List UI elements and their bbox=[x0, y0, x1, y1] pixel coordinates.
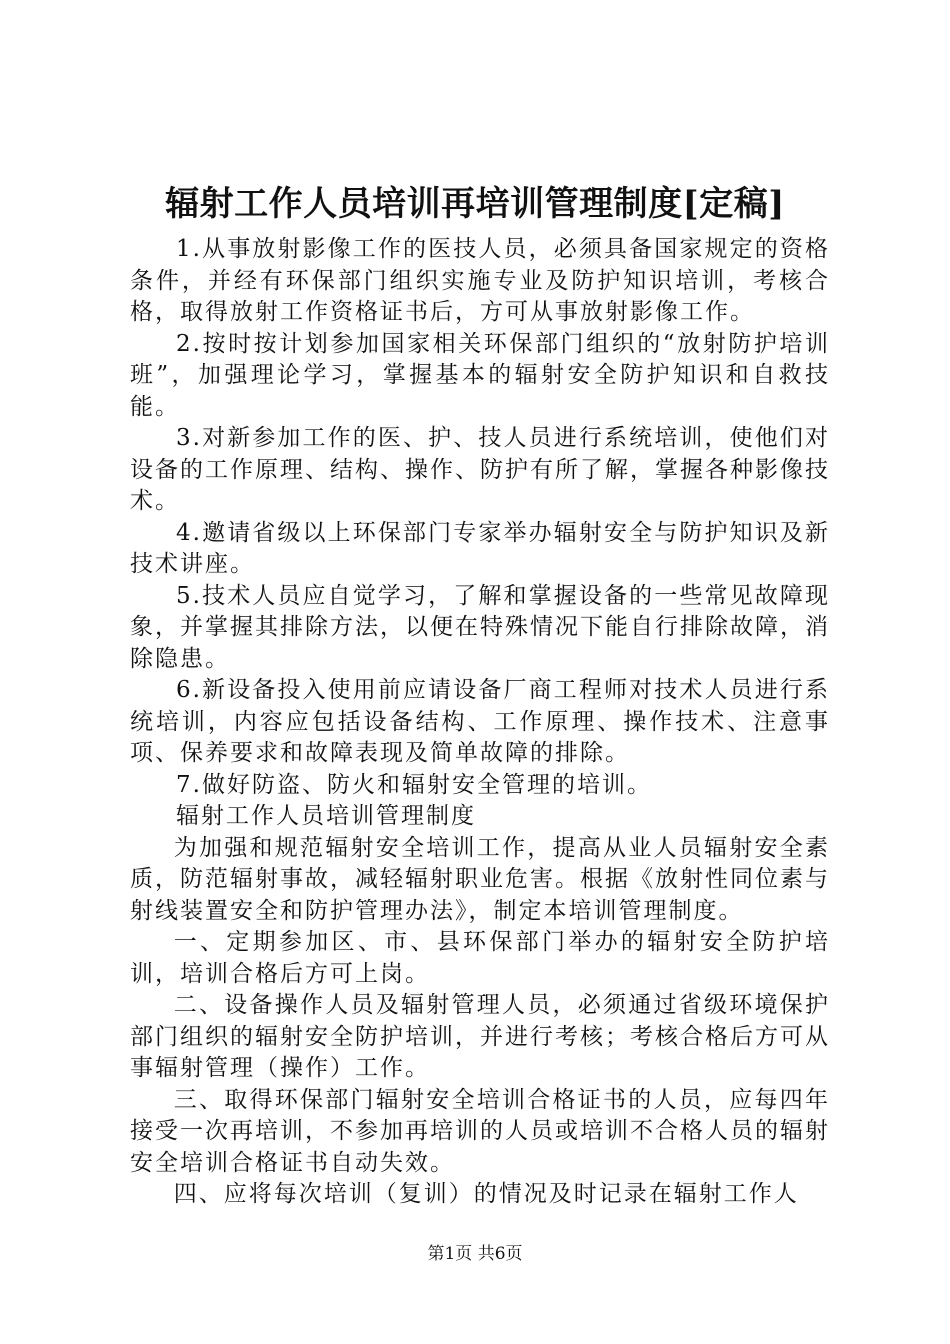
paragraph-2: 2.按时按计划参加国家相关环保部门组织的“放射防护培训班”，加强理论学习，掌握基本的辐射安全防护知识和自救技能。 bbox=[130, 330, 830, 420]
paragraph-1: 1.从事放射影像工作的医技人员，必须具备国家规定的资格条件，并经有环保部门组织实施专业及防护知识培训，考核合格，取得放射工作资格证书后，方可从事放射影像工作。 bbox=[130, 236, 830, 325]
paragraph-rule-1: 一、定期参加区、市、县环保部门举办的辐射安全防护培训，培训合格后方可上岗。 bbox=[130, 929, 830, 987]
paragraph-3: 3.对新参加工作的医、护、技人员进行系统培训，使他们对设备的工作原理、结构、操作、防护有所了解，掌握各种影像技术。 bbox=[130, 425, 830, 514]
section-heading: 辐射工作人员培训管理制度 bbox=[176, 803, 476, 829]
paragraph-7: 7.做好防盗、防火和辐射安全管理的培训。 bbox=[176, 771, 652, 798]
paragraph-rule-2: 二、设备操作人员及辐射管理人员，必须通过省级环境保护部门组织的辐射安全防护培训，并进行考核；考核合格后方可从事辐射管理（操作）工作。 bbox=[130, 992, 830, 1081]
paragraph-rule-4: 四、应将每次培训（复训）的情况及时记录在辐射工作人 bbox=[173, 1181, 799, 1207]
paragraph-5: 5.技术人员应自觉学习，了解和掌握设备的一些常见故障现象，并掌握其排除方法，以便在特殊情况下能自行排除故障，消除隐患。 bbox=[130, 582, 830, 672]
document-body bbox=[130, 234, 830, 1211]
paragraph-6: 6.新设备投入使用前应请设备厂商工程师对技术人员进行系统培训，内容应包括设备结构、工作原理、操作技术、注意事项、保养要求和故障表现及简单故障的排除。 bbox=[130, 677, 830, 766]
paragraph-4: 4.邀请省级以上环保部门专家举办辐射安全与防护知识及新技术讲座。 bbox=[130, 519, 830, 577]
page-number: 第1页 共6页 bbox=[427, 1244, 523, 1264]
paragraph-rule-3: 三、取得环保部门辐射安全培训合格证书的人员，应每四年接受一次再培训，不参加再培训的人员或培训不合格人员的辐射安全培训合格证书自动失效。 bbox=[130, 1086, 830, 1176]
document-title: 辐射工作人员培训再培训管理制度[定稿] bbox=[165, 184, 785, 224]
paragraph-intro: 为加强和规范辐射安全培训工作，提高从业人员辐射安全素质，防范辐射事故，减轻辐射职业危害。根据《放射性同位素与射线装置安全和防护管理办法》，制定本培训管理制度。 bbox=[130, 834, 830, 924]
